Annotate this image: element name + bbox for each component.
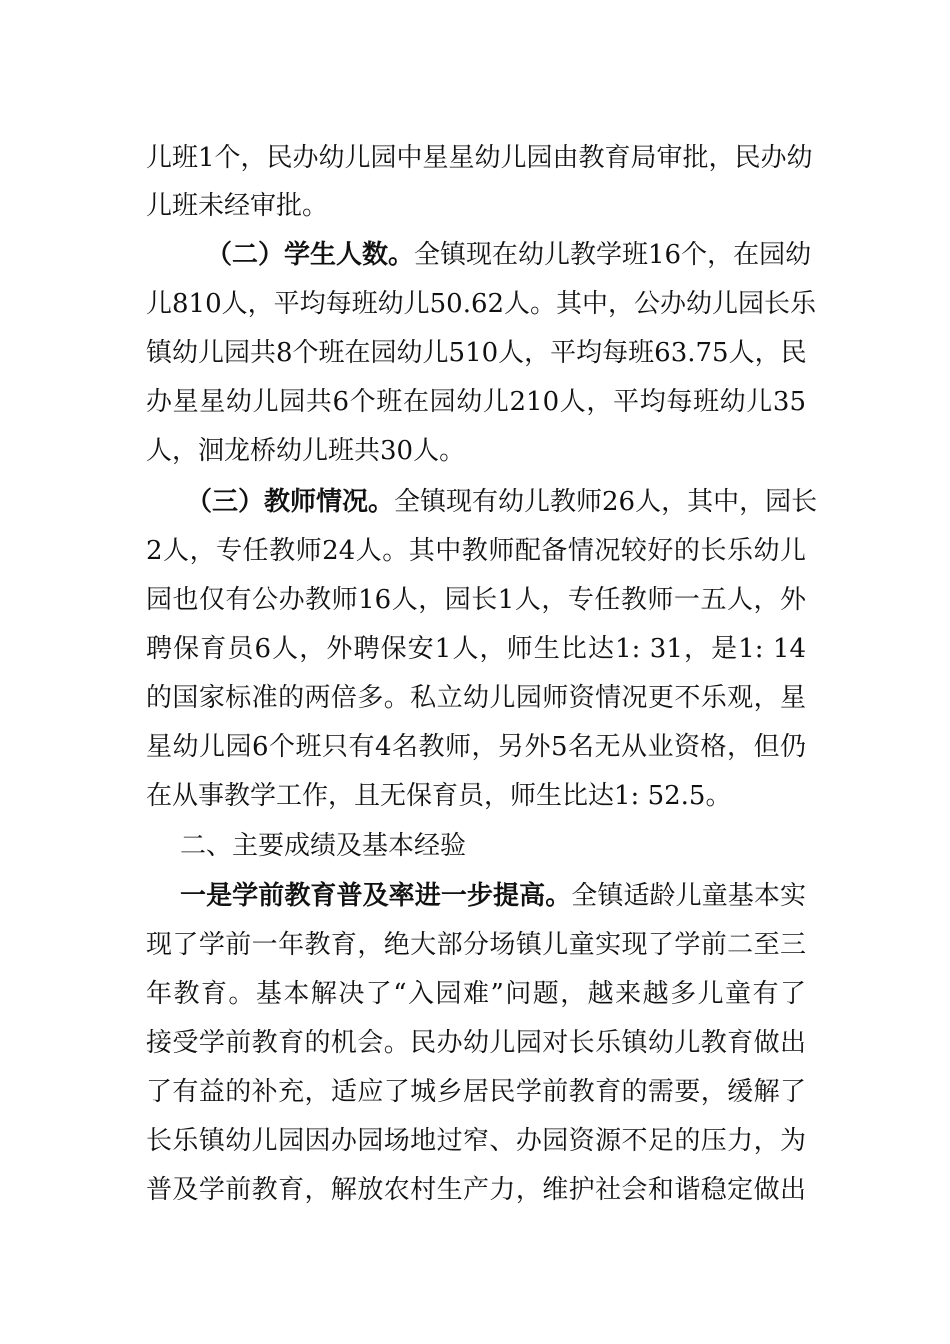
body-line (146, 431, 806, 471)
body-text: 全镇现在幼儿教学班16个，在园幼 (414, 240, 812, 270)
body-line (146, 580, 806, 620)
body-line (146, 1023, 806, 1063)
body-text: 普及学前教育，解放农村生产力，维护社会和谐稳定做出 (146, 1175, 806, 1205)
body-text: 的国家标准的两倍多。私立幼儿园师资情况更不乐观，星 (146, 683, 806, 713)
body-text: 2人，专任教师24人。其中教师配备情况较好的长乐幼儿 (146, 536, 806, 566)
body-line (146, 284, 817, 324)
section-heading-teachers: （三）教师情况。 (186, 487, 395, 517)
section-teachers-line (186, 482, 818, 522)
body-text: 星幼儿园6个班只有4名教师，另外5名无从业资格，但仍 (146, 732, 806, 762)
section-title-line (180, 826, 806, 866)
body-text: 了有益的补充，适应了城乡居民学前教育的需要，缓解了 (146, 1077, 806, 1107)
body-line (146, 1072, 806, 1112)
body-text: 接受学前教育的机会。民办幼儿园对长乐镇幼儿教育做出 (146, 1028, 806, 1058)
body-text: 全镇适龄儿童基本实 (571, 881, 806, 911)
body-line (146, 974, 806, 1014)
body-text: 年教育。基本解决了“入园难”问题，越来越多儿童有了 (146, 979, 806, 1009)
body-line (146, 925, 806, 965)
body-text: 园也仅有公办教师16人，园长1人，专任教师一五人，外 (146, 585, 806, 615)
body-text: 儿班1个，民办幼儿园中星星幼儿园由教育局审批，民办幼 (146, 143, 813, 173)
section-heading-students: （二）学生人数。 (206, 240, 415, 270)
body-line (146, 531, 806, 571)
body-line (146, 1170, 806, 1210)
body-line (146, 382, 806, 422)
point-one-heading: 一是学前教育普及率进一步提高。 (180, 881, 572, 911)
body-text: 人，洄龙桥幼儿班共30人。 (146, 436, 466, 466)
section-students-line (206, 235, 812, 275)
body-text: 儿班未经审批。 (146, 191, 329, 221)
body-text: 长乐镇幼儿园因办园场地过窄、办园资源不足的压力，为 (146, 1126, 806, 1156)
section-title: 二、主要成绩及基本经验 (180, 831, 467, 861)
body-text: 镇幼儿园共8个班在园幼儿510人，平均每班63.75人，民 (146, 338, 807, 368)
body-line (146, 678, 806, 718)
body-line (146, 138, 813, 178)
body-text: 聘保育员6人，外聘保安1人，师生比达1: 31，是1: 14 (146, 634, 806, 664)
body-text: 现了学前一年教育，绝大部分场镇儿童实现了学前二至三 (146, 930, 806, 960)
body-text: 在从事教学工作，且无保育员，师生比达1: 52.5。 (146, 781, 732, 811)
body-line (146, 629, 806, 669)
body-text: 全镇现有幼儿教师26人，其中，园长 (394, 487, 818, 517)
body-line (146, 1121, 806, 1161)
body-line (146, 333, 806, 373)
body-line (146, 186, 806, 226)
body-line (146, 776, 806, 816)
body-text: 办星星幼儿园共6个班在园幼儿210人，平均每班幼儿35 (146, 387, 806, 417)
point-one-line (180, 876, 806, 916)
body-line (146, 727, 806, 767)
body-text: 儿810人，平均每班幼儿50.62人。其中，公办幼儿园长乐 (146, 289, 817, 319)
